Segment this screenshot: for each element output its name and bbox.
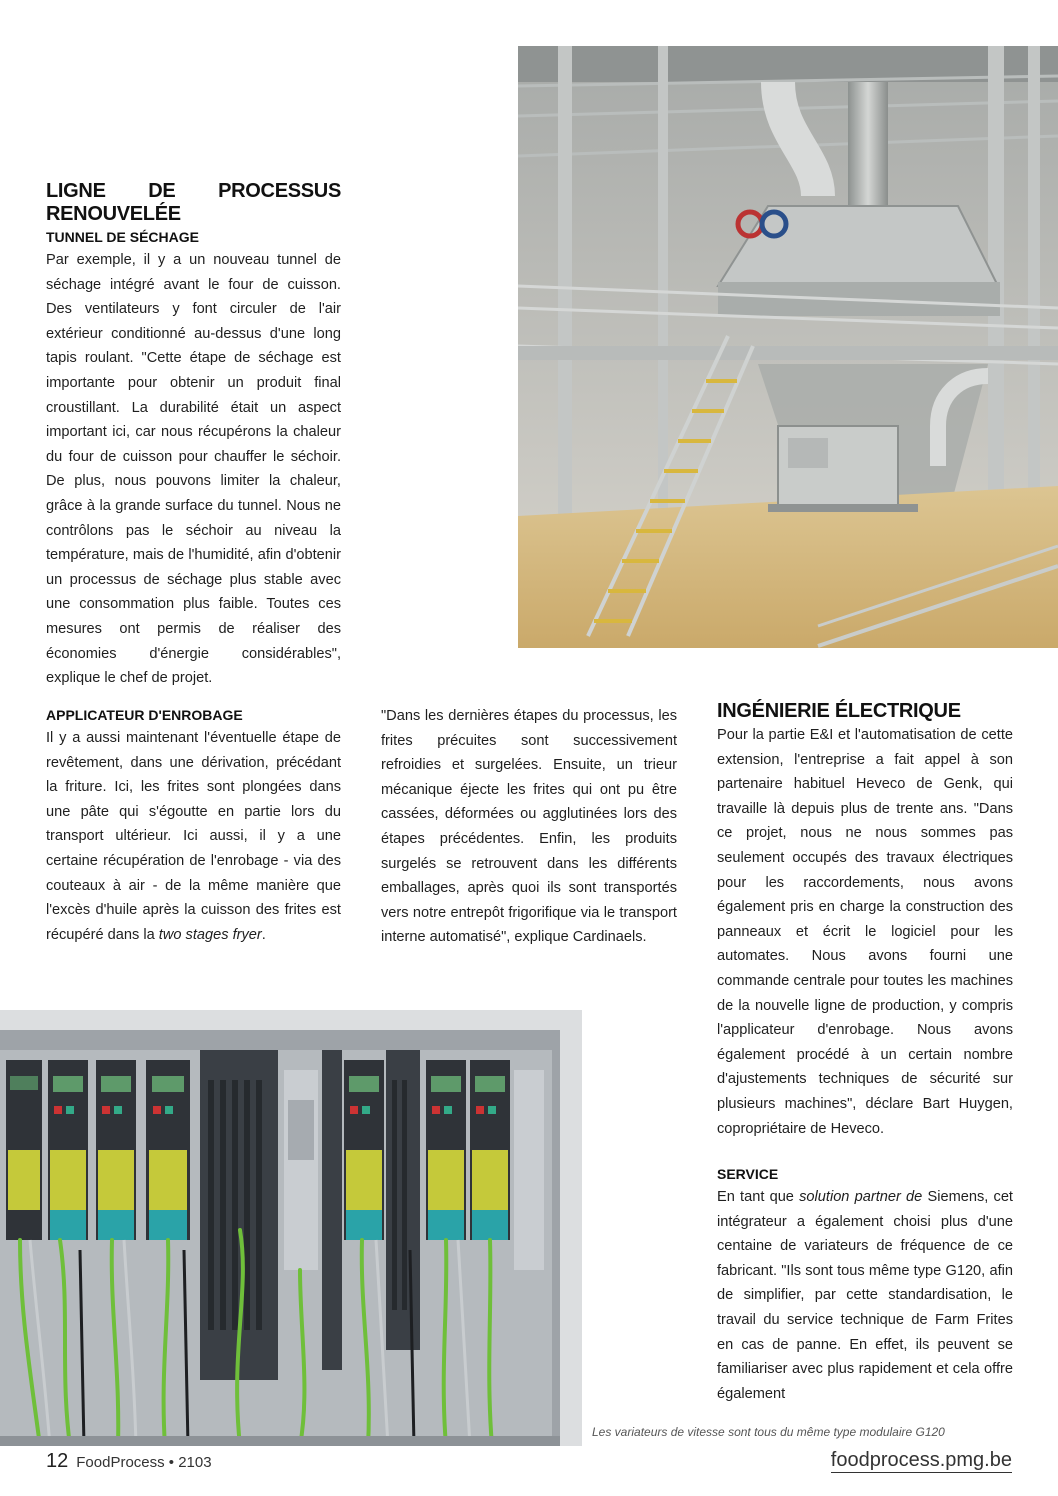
heading-electrical-engineering: INGÉNIERIE ÉLECTRIQUE (717, 700, 961, 722)
section-process-line (46, 180, 341, 691)
photo-production-line (518, 46, 1058, 648)
subheading-coating-applicator: APPLICATEUR D'ENROBAGE (46, 707, 243, 723)
subheading-drying-tunnel: TUNNEL DE SÉCHAGE (46, 229, 199, 245)
coating-text-italic: two stages fryer (158, 926, 262, 943)
page-number: 12 (46, 1450, 69, 1472)
paragraph-coating-applicator (46, 726, 341, 947)
footer-website-link[interactable]: foodprocess.pmg.be (830, 1449, 1012, 1471)
coating-text: Il y a aussi maintenant l'éventuelle étape de revêtement, dans une dérivation, précédant la friture. Ici, les frites sont plongées dans une pâte qui s'égoutte en partie lors du transport ultérieur. Ici aussi, il y a une certaine récupération de l'enrobage - via des couteaux à air - de la même manière que l'excès d'huile après la cuisson des frites est récupéré dans la (46, 730, 341, 943)
paragraph-service (717, 1185, 1013, 1406)
section-electrical (717, 700, 1013, 1406)
section-coating (46, 704, 341, 947)
service-text-end: Siemens, cet intégrateur a également choisi plus d'une centaine de variateurs de fréquence de ce fabricant. "Ils sont tous même type G120, afin de simplifier, par cette standardisation, le travail du service technique de Farm Frites en cas de panne. En effet, ils peuvent se familiariser avec plus rapidement et cela offre également (717, 1189, 1013, 1402)
heading-process-line: LIGNE DE PROCESSUS RENOUVELÉE (46, 180, 341, 225)
factory-illustration (518, 46, 1058, 648)
drives-illustration (0, 1010, 582, 1446)
photo-frequency-drives (0, 1010, 582, 1446)
coating-text-end: . (261, 926, 266, 943)
footer-publication (46, 1450, 212, 1473)
photo-caption: Les variateurs de vitesse sont tous du même type modulaire G120 (592, 1425, 945, 1439)
section-final-steps (381, 704, 677, 950)
service-text: En tant que (717, 1189, 800, 1206)
service-text-italic: solution partner de (799, 1189, 923, 1206)
paragraph-electrical: Pour la partie E&I et l'automatisation de cette extension, l'entreprise a fait appel à son partenaire habituel Heveco de Genk, qui travaille là depuis plus de trente ans. "Dans ce projet, nous ne nous sommes pas seulement occupés des travaux électriques pour les raccordements, nous avons également pris en charge la construction des panneaux et écrit le logiciel pour les automates. Nous avons fourni une commande centrale pour toutes les machines de la nouvelle ligne de production, y compris l'applicateur d'enrobage. Nous avons également procédé à un certain nombre d'ajustements techniques de sécurité sur plusieurs machines", déclare Bart Huygen, copropriétaire de Heveco. (717, 727, 1013, 1137)
paragraph-final-steps: "Dans les dernières étapes du processus, les frites précuites sont successivement refroidies et surgelées. Ensuite, un trieur mécanique éjecte les frites qui ont pu être cassées, déformées ou agglutinées lors des étapes précédentes. Enfin, les produits surgelés se retrouvent dans les différents emballages, après quoi ils sont transportés vers notre entrepôt frigorifique via le transport interne automatisé", explique Cardinaels. (381, 708, 677, 946)
subheading-service: SERVICE (717, 1166, 779, 1183)
paragraph-drying-tunnel: Par exemple, il y a un nouveau tunnel de séchage intégré avant le four de cuisson. Des ventilateurs y font circuler de l'air extérieur conditionné au-dessus d'une long tapis roulant. "Cette étape de séchage est importante pour obtenir un produit final croustillant. La durabilité était un aspect important ici, car nous récupérons la chaleur du four de cuisson pour chauffer le séchoir. De plus, nous pouvons limiter la chaleur, grâce à la grande surface du tunnel. Nous ne contrôlons pas le séchoir au niveau la température, mais de l'humidité, afin d'obtenir un processus de séchage plus stable avec une consommation plus faible. Toutes ces mesures ont permis de réaliser des économies d'énergie considérables", explique le chef de projet. (46, 252, 341, 687)
magazine-issue: FoodProcess • 2103 (76, 1454, 212, 1471)
